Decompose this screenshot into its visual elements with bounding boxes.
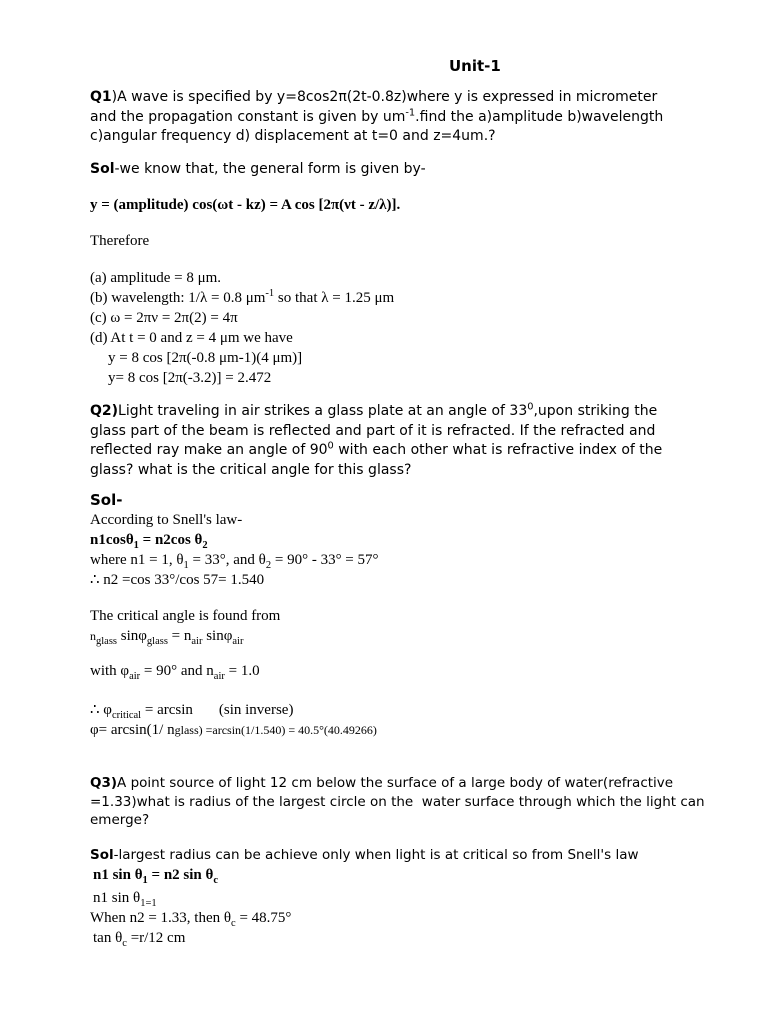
solution-3-body (90, 865, 713, 948)
sol3-f1d: c (213, 875, 219, 886)
q2-line-1: Light traveling in air strikes a glass plate at an angle of 33 (118, 403, 528, 419)
question-2 (90, 402, 710, 480)
solution-2-body (90, 510, 710, 590)
sol2-l7c: = 90° and n (140, 663, 214, 679)
sol2-l6a: n (90, 629, 96, 643)
q2-line-3-post: with each other what is refractive index of the (333, 442, 663, 458)
q1-line-2: and the propagation constant is given by um (90, 108, 406, 125)
sol1-intro: -we know that, the general form is given by- (114, 161, 426, 177)
sol2-l6g: sinφ (202, 628, 233, 644)
sol3-f3c: = 48.75° (235, 910, 292, 926)
sol3-intro: -largest radius can be achieve only when light is at critical so from Snell's law (113, 847, 639, 863)
sol3-f3b: c (231, 918, 236, 929)
sol3-f1c: = n2 sin θ (147, 867, 214, 883)
sol1-d1: y = 8 cos [2π(-0.8 μm-1)(4 μm)] (108, 350, 303, 366)
q2-deg-1: 0 (527, 401, 534, 413)
sol2-line-9 (90, 720, 710, 740)
sol2-l6c: sinφ (117, 628, 147, 644)
q2-label: Q2) (90, 403, 119, 419)
sol3-label: Sol (90, 847, 114, 863)
sol2-l8a: ∴ φ (90, 702, 112, 718)
question-3 (90, 774, 710, 830)
sol3-f2b: 1=1 (140, 898, 157, 909)
solution-1-intro (90, 160, 710, 180)
sol3-f1a: n1 sin θ (93, 867, 143, 883)
sol1-d2: y= 8 cos [2π(-3.2)] = 2.472 (108, 370, 272, 386)
sol2-line-6 (90, 626, 710, 646)
sol2-label: Sol- (90, 491, 123, 509)
q2-deg-2: 0 (327, 440, 334, 452)
q2-line-2: glass part of the beam is reflected and part of it is refracted. If the refracted and (90, 422, 656, 439)
sol2-l7d: air (213, 671, 225, 682)
q3-line-2: =1.33)what is radius of the largest circle on the water surface through which the light can (90, 793, 705, 810)
q1-label: Q1 (90, 89, 112, 105)
sol2-l8b: critical (111, 710, 142, 721)
sol2-line-1: According to Snell's law- (90, 512, 243, 528)
sol3-f1b: 1 (142, 875, 148, 886)
q1-line-2-sup: -1 (405, 106, 416, 118)
sol2-line-3e: = 90° - 33° = 57° (271, 552, 379, 568)
sol2-l7a: with φ (90, 663, 130, 679)
sol2-l9b: glass) =arcsin(1/1.540) = 40.5°(40.49266) (174, 723, 377, 737)
sol2-l8d: (sin inverse) (218, 702, 294, 718)
sol2-line-3d: 2 (265, 560, 272, 571)
sol2-line-4: ∴ n2 =cos 33°/cos 57= 1.540 (90, 572, 265, 588)
question-1 (90, 88, 710, 147)
q3-line-3: emerge? (90, 812, 150, 828)
unit-title: Unit-1 (449, 57, 501, 75)
sol2-l6f: air (191, 636, 203, 647)
q1-line-2-rest: .find the a)amplitude b)wavelength (415, 108, 664, 125)
sol2-line-2b: 1 (133, 540, 139, 551)
sol3-f3a: When n2 = 1.33, then θ (90, 910, 232, 926)
q1-line-1: )A wave is specified by y=8cos2π(2t-0.8z)where y is expressed in micrometer (111, 89, 658, 105)
sol3-f4a: tan θ (93, 930, 123, 946)
sol2-line-3b: 1 (183, 560, 189, 571)
q2-line-1-post: ,upon striking the (533, 403, 658, 419)
sol2-line-8 (90, 700, 710, 720)
sol3-f4b: c (122, 938, 127, 949)
sol2-l8c: = arcsin (141, 702, 193, 718)
q3-line-1: A point source of light 12 cm below the surface of a large body of water(refractive (117, 775, 674, 791)
solution-3-intro (90, 846, 710, 866)
sol1-b-post: so that λ = 1.25 μm (274, 290, 395, 306)
sol3-f2a: n1 sin θ (93, 890, 141, 906)
sol2-line-3c: = 33°, and θ (188, 552, 266, 568)
sol2-line-3a: where n1 = 1, θ (90, 552, 184, 568)
sol1-therefore: Therefore (90, 233, 150, 249)
q1-line-3: c)angular frequency d) displacement at t=0 and z=4um.? (90, 128, 496, 144)
sol2-l9a: φ= arcsin(1/ n (90, 722, 175, 738)
sol1-b-sup: -1 (265, 288, 275, 299)
sol1-a: (a) amplitude = 8 μm. (90, 270, 222, 286)
q3-label: Q3) (90, 775, 118, 791)
sol2-line-2c: = n2cos θ (138, 532, 203, 548)
q2-line-4: glass? what is the critical angle for this glass? (90, 461, 412, 478)
sol2-l6d: glass (146, 636, 168, 647)
solution-1-answers (90, 268, 710, 388)
q2-line-3: reflected ray make an angle of 90 (90, 442, 328, 458)
sol2-line-2d: 2 (202, 540, 208, 551)
sol1-b: (b) wavelength: 1/λ = 0.8 μm (90, 290, 266, 306)
sol2-l6h: air (232, 636, 244, 647)
sol1-label: Sol (90, 161, 115, 177)
sol2-line-5: The critical angle is found from (90, 608, 281, 624)
sol2-line-2a: n1cosθ (90, 532, 134, 548)
sol2-l6e: = n (167, 628, 192, 644)
sol2-line-7 (90, 661, 710, 681)
sol3-f4c: =r/12 cm (126, 930, 186, 946)
sol1-formula: y = (amplitude) cos(ωt - kz) = A cos [2π(νt - z/λ)]. (90, 197, 401, 213)
sol1-c: (c) ω = 2πν = 2π(2) = 4π (90, 310, 238, 326)
sol2-l7b: air (129, 671, 141, 682)
sol1-d: (d) At t = 0 and z = 4 μm we have (90, 330, 293, 346)
sol2-l6b: glass (96, 636, 117, 647)
sol2-l7e: = 1.0 (224, 663, 260, 679)
